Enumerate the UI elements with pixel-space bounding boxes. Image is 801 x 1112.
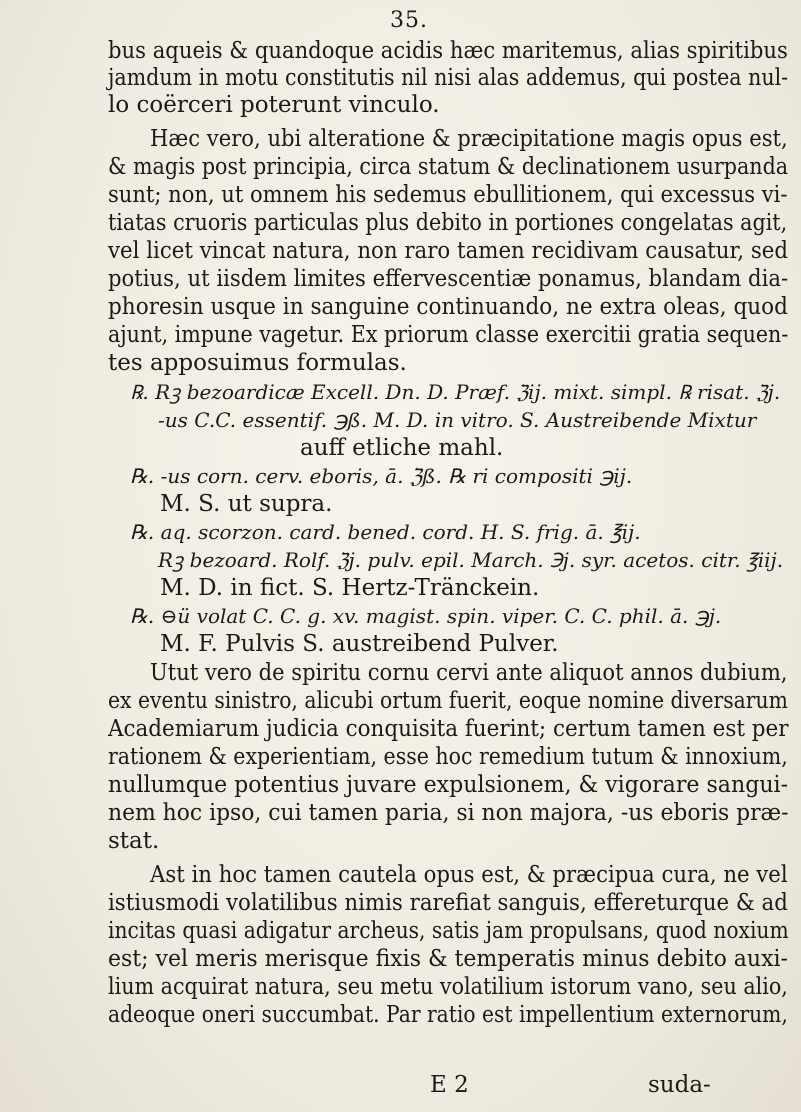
text-line: sunt; non, ut omnem his sedemus ebullitionem, qui excessus vi- — [108, 182, 788, 208]
text-line: est; vel meris merisque fixis & temperatis minus debito auxi- — [108, 946, 788, 972]
recipe-line: -us C.C. essentif. ℈ß. M. D. in vitro. S. Austreibende Mixtur — [158, 408, 757, 432]
text-line: incitas quasi adigatur archeus, satis jam propulsans, quod noxium — [108, 918, 789, 944]
recipe-line: auff etliche mahl. — [300, 435, 504, 461]
text-line: Utut vero de spiritu cornu cervi ante aliquot annos dubium, — [150, 660, 788, 686]
text-line: vel licet vincat natura, non raro tamen recidivam causatur, sed — [108, 238, 789, 264]
recipe-line: M. D. in fict. S. Hertz-Tränckein. — [160, 575, 540, 601]
text-line: nem hoc ipso, cui tamen paria, si non majora, -us eboris præ- — [108, 800, 789, 826]
recipe-line: M. F. Pulvis S. austreibend Pulver. — [160, 631, 559, 657]
text-line: Hæc vero, ubi alteratione & præcipitatione magis opus est, — [150, 126, 788, 152]
signature-mark: E 2 — [430, 1072, 469, 1098]
text-line: bus aqueis & quandoque acidis hæc maritemus, alias spiritibus — [108, 38, 788, 64]
text-line: jamdum in motu constitutis nil nisi alas addemus, qui postea nul- — [108, 65, 789, 91]
recipe-line: ℞. -us corn. cerv. eboris, ā. ℨß. ℞ ri compositi ℈ij. — [130, 464, 633, 488]
text-line: Ast in hoc tamen cautela opus est, & præcipua cura, ne vel — [150, 862, 788, 888]
catchword: suda- — [648, 1072, 711, 1098]
recipe-line: ℞. Rꝫ bezoardicæ Excell. Dn. D. Præf. ℨij. mixt. simpl. ℞ risat. ℨj. — [130, 380, 781, 404]
text-line: & magis post principia, circa statum & declinationem usurpanda — [108, 154, 789, 180]
text-line: Academiarum judicia conquisita fuerint; certum tamen est per — [108, 716, 789, 742]
recipe-line: ℞. aq. scorzon. card. bened. cord. H. S. frig. ā. ℥ij. — [130, 520, 641, 544]
page-number: 35. — [390, 8, 428, 33]
recipe-line: Rꝫ bezoard. Rolf. ℨj. pulv. epil. March. ℈j. syr. acetos. citr. ℥iij. — [158, 548, 784, 572]
text-line: lium acquirat natura, seu metu volatilium istorum vano, seu alio, — [108, 974, 788, 1000]
text-line: phoresin usque in sanguine continuando, ne extra oleas, quod — [108, 294, 788, 320]
recipe-line: M. S. ut supra. — [160, 491, 333, 517]
text-line: rationem & experientiam, esse hoc remedium tutum & innoxium, — [108, 744, 788, 770]
text-line: istiusmodi volatilibus nimis rarefiat sanguis, effereturque & ad — [108, 890, 788, 916]
text-line: ex eventu sinistro, alicubi ortum fuerit, eoque nomine diversarum — [108, 688, 788, 714]
text-line: nullumque potentius juvare expulsionem, & vigorare sangui- — [108, 772, 789, 798]
text-line: adeoque oneri succumbat. Par ratio est impellentium externorum, — [108, 1002, 788, 1028]
text-line: ajunt, impune vagetur. Ex priorum classe exercitii gratia sequen- — [108, 322, 789, 348]
text-line: tes apposuimus formulas. — [108, 350, 407, 376]
text-line: potius, ut iisdem limites effervescentiæ ponamus, blandam dia- — [108, 266, 789, 292]
text-line: stat. — [108, 828, 160, 854]
text-line: tiatas cruoris particulas plus debito in portiones congelatas agit, — [108, 210, 788, 236]
recipe-line: ℞. ⊖ü volat C. C. g. xv. magist. spin. viper. C. C. phil. ā. ℈j. — [130, 604, 722, 628]
text-line: lo coërceri poterunt vinculo. — [108, 92, 440, 118]
